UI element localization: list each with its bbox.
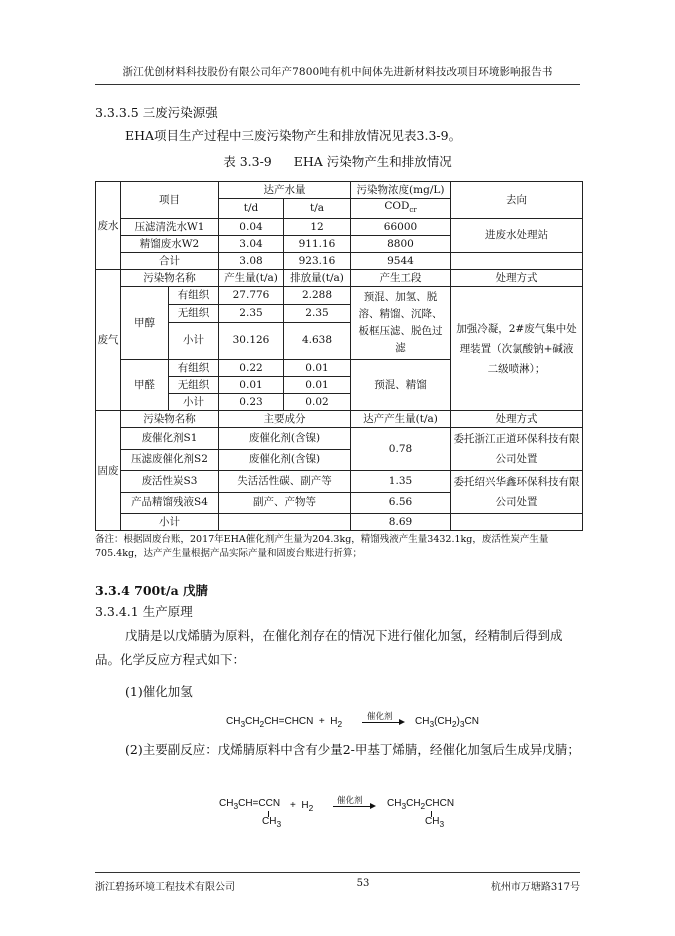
col-concentration: 污染物浓度(mg/L) — [351, 182, 451, 199]
table-row — [96, 428, 583, 450]
solid-method-2: 委托绍兴华鑫环保科技有限公司处置 — [451, 471, 583, 514]
cell: 0.04 — [219, 219, 284, 236]
cell: 2.288 — [284, 287, 351, 305]
cell: 1.35 — [351, 471, 451, 493]
cell: 4.638 — [284, 322, 351, 360]
page-header: 浙江优创材料科技股份有限公司年产7800吨有机中间体先进新材料技改项目环境影响报告书 — [95, 64, 580, 85]
cell: 0.78 — [351, 428, 451, 471]
col-ta: t/a — [284, 199, 351, 219]
table-row — [96, 253, 583, 270]
eq2-product: $CH_3CH_2CHCN$ — [387, 798, 455, 811]
cell: 2.35 — [219, 304, 284, 322]
cell — [219, 514, 351, 531]
cell: 无组织 — [169, 377, 219, 394]
cell: 小计 — [169, 394, 219, 411]
section2-title: 3.3.4 700t/a 戊腈 — [95, 583, 209, 598]
table-title: EHA 污染物产生和排放情况 — [293, 154, 452, 169]
cell: 副产、产物等 — [219, 492, 351, 514]
cell: 小计 — [169, 322, 219, 360]
eq1-product: $CH_3(CH_2)_3CN$ — [415, 716, 479, 729]
col-cod: $COD_{cr}$ — [351, 199, 451, 219]
arrow-icon — [399, 719, 405, 725]
cell: 有组织 — [169, 360, 219, 377]
cell: 30.126 — [219, 322, 284, 360]
formaldehyde-stage: 预混、精馏 — [351, 360, 451, 411]
cell: 0.22 — [219, 360, 284, 377]
table-row — [96, 514, 583, 531]
cell: 废催化剂(含镍) — [219, 449, 351, 471]
cell: 3.08 — [219, 253, 284, 270]
eq2-plus-h2: + $H_2$ — [290, 800, 314, 813]
cell: 2.35 — [284, 304, 351, 322]
footer-address: 杭州市万塘路317号 — [490, 882, 580, 893]
cell: 6.56 — [351, 492, 451, 514]
cell: 废催化剂S1 — [121, 428, 219, 450]
cell: 压滤废催化剂S2 — [121, 449, 219, 471]
intro-paragraph: EHA项目生产过程中三废污染物产生和排放情况见表3.3-9。 — [125, 128, 462, 143]
table-row — [96, 287, 583, 305]
cell: 有组织 — [169, 287, 219, 305]
page-number: 53 — [356, 878, 370, 889]
category-water: 废水 — [96, 182, 121, 270]
col-production: 达产产生量(t/a) — [351, 411, 451, 428]
footer-company: 浙江碧扬环境工程技术有限公司 — [95, 882, 235, 893]
table-note: 备注：根据固废台账，2017年EHA催化剂产生量为204.3kg，精馏残液产生量3432.1kg，废活性炭产生量705.4kg，达产产生量根据产品实际产量和固废台账进行折算； — [95, 534, 549, 559]
cell: 0.23 — [219, 394, 284, 411]
eq2-product-branch: $CH_3$ — [425, 816, 445, 829]
pollution-table — [95, 181, 583, 531]
table-row — [96, 219, 583, 236]
category-gas: 废气 — [96, 270, 121, 411]
category-solid: 固废 — [96, 411, 121, 531]
pollutant-methanol: 甲醇 — [121, 287, 169, 360]
col-emission: 排放量(t/a) — [284, 270, 351, 287]
cell: 3.04 — [219, 236, 284, 253]
solid-total-label: 小计 — [121, 514, 219, 531]
cell: 0.01 — [284, 377, 351, 394]
col-method: 处理方式 — [451, 270, 583, 287]
eq2-arrow — [333, 806, 371, 807]
cell: 0.02 — [284, 394, 351, 411]
col-composition: 主要成分 — [219, 411, 351, 428]
col-destination: 去向 — [451, 182, 583, 219]
col-method: 处理方式 — [451, 411, 583, 428]
cell: 0.01 — [219, 377, 284, 394]
cell: 0.01 — [284, 360, 351, 377]
pollutant-formaldehyde: 甲醛 — [121, 360, 169, 411]
table-row — [96, 471, 583, 493]
water-name: 精馏废水W2 — [121, 236, 219, 253]
eq1-catalyst: 催化剂 — [367, 712, 393, 722]
cell: 产品精馏残液S4 — [121, 492, 219, 514]
principle-paragraph: 戊腈是以戊烯腈为原料，在催化剂存在的情况下进行催化加氢，经精制后得到成品。化学反应方程式如下： — [95, 628, 563, 667]
eq1-reactants: $CH_3CH_2CH=CHCN + H_2$ — [226, 716, 343, 729]
section2-subtitle: 3.3.4.1 生产原理 — [95, 604, 193, 619]
solid-method-1: 委托浙江正道环保科技有限公司处置 — [451, 428, 583, 471]
methanol-stage: 预混、加氢、脱溶、精馏、沉降、板框压滤、脱色过滤 — [351, 287, 451, 360]
cell: 8.69 — [351, 514, 451, 531]
cell: 废催化剂(含镍) — [219, 428, 351, 450]
page-footer — [95, 872, 580, 893]
table-number: 表 3.3-9 — [223, 154, 272, 169]
cell: 923.16 — [284, 253, 351, 270]
water-name: 压滤清洗水W1 — [121, 219, 219, 236]
eq2-catalyst: 催化剂 — [337, 796, 363, 806]
step-1-label: (1)催化加氢 — [125, 684, 193, 699]
table-caption — [0, 152, 675, 170]
cell: 废活性炭S3 — [121, 471, 219, 493]
cell: 66000 — [351, 219, 451, 236]
col-water-qty: 达产水量 — [219, 182, 351, 199]
col-pollutant-name: 污染物名称 — [121, 411, 219, 428]
cell — [451, 253, 583, 270]
eq2-reactant-branch: $CH_3$ — [262, 816, 282, 829]
col-stage: 产生工段 — [351, 270, 451, 287]
eq2-reactant: $CH_3CH=CCN$ — [219, 798, 281, 811]
col-td: t/d — [219, 199, 284, 219]
cell — [451, 514, 583, 531]
section-title: 3.3.3.5 三废污染源强 — [95, 105, 218, 120]
cell: 12 — [284, 219, 351, 236]
cell: 27.776 — [219, 287, 284, 305]
water-total-label: 合计 — [121, 253, 219, 270]
cell: 失活活性碳、副产等 — [219, 471, 351, 493]
cell: 9544 — [351, 253, 451, 270]
eq1-arrow — [362, 722, 400, 723]
col-production: 产生量(t/a) — [219, 270, 284, 287]
col-item: 项目 — [121, 182, 219, 219]
arrow-icon — [370, 803, 376, 809]
water-destination: 进废水处理站 — [451, 219, 583, 253]
cell: 无组织 — [169, 304, 219, 322]
side-reaction-paragraph: (2)主要副反应：戊烯腈原料中含有少量2-甲基丁烯腈，经催化加氢后生成异戊腈； — [125, 742, 580, 757]
gas-method: 加强冷凝，2#废气集中处理装置（次氯酸钠+碱液二级喷淋）； — [451, 287, 583, 411]
cell: 911.16 — [284, 236, 351, 253]
col-pollutant-name: 污染物名称 — [121, 270, 219, 287]
cell: 8800 — [351, 236, 451, 253]
